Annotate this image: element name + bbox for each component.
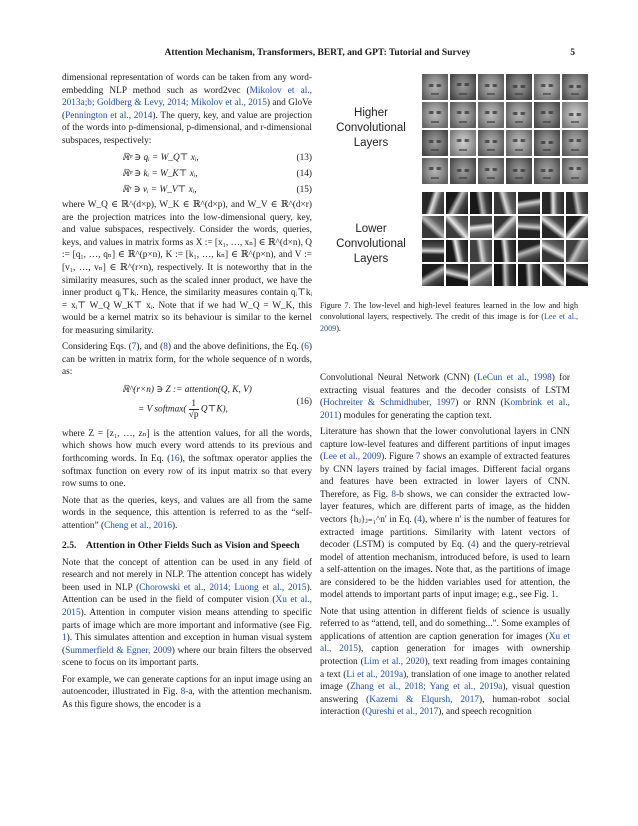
label-lower-layers: Lower Convolutional Layers: [336, 223, 406, 265]
citation-link[interactable]: Cheng et al., 2016: [104, 520, 172, 531]
face-feature-tile: [562, 74, 588, 100]
citation-link[interactable]: Xu et al., 2015: [320, 631, 570, 655]
edge-feature-tile: [470, 216, 492, 238]
equation-ref[interactable]: 7: [131, 342, 137, 353]
edge-feature-tile: [542, 192, 564, 214]
edge-feature-tile: [494, 240, 516, 262]
paragraph: where W_Q ∈ ℝ^(d×p), W_K ∈ ℝ^(d×p), and W_V ∈ ℝ^(d×r) are the projection matrices into the low-dimensional query, key, and value subspaces, respectively. Consider the words, queries, keys, and values in matrix forms as X := [x₁, …, xₙ] ∈ ℝ^(d×n), Q := [q₁, …, qₙ] ∈ ℝ^(p×n), K := [k₁, …, kₙ] ∈ ℝ^(p×n), and V := [v₁, …, vₙ] ∈ ℝ^(r×n), respectively. It is noteworthy that in the similarity measures, such as the scaled inner product, we have the inner product qᵢ⊤kᵢ. Hence, the similarity measures contain qᵢ⊤kᵢ = xᵢ⊤ W_Q W_K⊤ xᵢ. Note that if we had W_Q = W_K, this would be a kernel matrix so its behaviour is similar to the kernel for measuring similarity.: [62, 200, 312, 336]
edge-feature-tile: [566, 240, 588, 262]
face-feature-tile: [534, 102, 560, 128]
edge-feature-tile: [422, 192, 444, 214]
face-feature-tile: [534, 74, 560, 100]
edge-feature-tile: [446, 192, 468, 214]
citation-link[interactable]: Xu et al., 2015: [62, 595, 312, 618]
citation-link[interactable]: LeCun et al., 1998: [477, 373, 552, 383]
citation-link[interactable]: Mikolov et al., 2013a;b; Goldberg & Levy, 2014; Mikolov et al., 2015: [62, 85, 312, 109]
face-feature-tile: [450, 130, 476, 156]
running-title: Attention Mechanism, Transformers, BERT, and GPT: Tutorial and Survey: [164, 48, 471, 58]
figure-ref[interactable]: 1: [551, 590, 556, 601]
equation-ref[interactable]: 8: [163, 342, 168, 353]
paragraph: Note that the concept of attention can be used in any field of research and not merely in NLP. The attention concept has widely been used in NLP (Chorowski et al., 2014; Luong et al., 2015). Attention can be used in the field of computer vision (Xu et al., 2015). Attention in computer vision means attending to specific parts of image which are more important and informative (see Fig. 1). This simulates attention and exception in human visual system (Summerfield & Egner, 2009) where our brain filters the observed scene to focus on its important parts.: [62, 557, 312, 669]
face-feature-tile: [478, 130, 504, 156]
figure-ref[interactable]: 8: [180, 687, 186, 698]
paragraph: Note that as the queries, keys, and values are all from the same words in the sequence, this attention is referred to as the “self-attention” (Cheng et al., 2016).: [62, 495, 312, 531]
paragraph: where Z = [z₁, …, zₙ] is the attention values, for all the words, which shows how much every word attends to its previous and forthcoming words. In Eq. (16), the softmax operator applies the softmax function on every row of its input matrix so that every row sums to one.: [62, 428, 313, 490]
equation-13: ℝᵖ ∋ qᵢ = W_Q⊤ xᵢ, (13): [122, 153, 312, 163]
face-feature-tile: [506, 74, 532, 100]
edge-feature-tile: [518, 240, 540, 262]
citation-link[interactable]: Pennington et al., 2014: [65, 110, 153, 121]
figure-caption: Figure 7. The low-level and high-level features learned in the low and high convolutional layers, respectively. The credit of this image is for (Lee et al., 2009).: [320, 301, 579, 333]
edge-feature-tile: [422, 264, 444, 286]
edge-feature-tile: [422, 216, 444, 238]
paragraph: Note that using attention in different fields of science is usually referred to as “attend, tell, and do something...”. Some examples of applications of attention are caption generation for images (Xu et al., 2015), caption generation for images with ownership protection (Lim et al., 2020), text reading from images containing a text (Li et al., 2019a), translation of one image to another related image (Zhang et al., 2018; Yang et al., 2019a), visual question answering (Kazemi & Elqursh, 2017), human-robot social interaction (Qureshi et al., 2017), and speech recognition: [320, 606, 571, 718]
left-column: [62, 72, 312, 715]
face-feature-tile: [478, 74, 504, 100]
edge-feature-tile: [494, 192, 516, 214]
face-feature-tile: [562, 158, 588, 184]
edge-feature-tile: [446, 264, 468, 286]
figure-ref[interactable]: 8: [391, 489, 396, 500]
citation-link[interactable]: Qureshi et al., 2017: [365, 707, 439, 718]
face-feature-tile: [534, 130, 560, 156]
citation-link[interactable]: Chorowski et al., 2014; Luong et al., 2015: [139, 582, 307, 593]
face-feature-tile: [562, 130, 588, 156]
paragraph: Literature has shown that the lower convolutional layers in CNN capture low-level features and different partitions of input images (Lee et al., 2009). Figure 7 shows an example of extracted features by CNN layers trained by facial images. Different facial organs and features have been extracted in lower layers of CNN. Therefore, as Fig. 8-b shows, we can consider the extracted low-layer features, which are different parts of image, as the hidden vectors {hⱼ}ⱼ₌₁^n′ in Eq. (4), where n′ is the number of features for extracted image partitions. Similarity with latent vectors of decoder (LSTM) is computed by Eq. (4) and the query-retrieval model of attention mechanism, introduced before, is used to learn a self-attention on the images. Note that, as the partitions of image are considered to be the hidden variables used for attention, the model attends to important parts of input image; e.g., see Fig. 1.: [320, 427, 570, 601]
citation-link[interactable]: Li et al., 2019a: [346, 669, 404, 680]
citation-link[interactable]: Lee et al., 2009: [323, 452, 382, 463]
paragraph: dimensional representation of words can be taken from any word-embedding NLP method such as word2vec (Mikolov et al., 2013a;b; Goldberg & Levy, 2014; Mikolov et al., 2015) and GloVe (Pennington et al., 2014). The query, key, and value are projection of the words into p-dimensional, p-dimensional, and r-dimensional subspaces, respectively:: [62, 73, 312, 146]
face-feature-tile: [422, 158, 448, 184]
edge-feature-tile: [470, 240, 492, 262]
face-feature-tile: [506, 158, 532, 184]
face-feature-tile: [478, 102, 504, 128]
equation-ref[interactable]: 4: [417, 515, 422, 526]
face-feature-tile: [506, 102, 532, 128]
equation-15: ℝʳ ∋ vᵢ = W_V⊤ xᵢ, (15): [122, 185, 312, 195]
citation-link[interactable]: Kombrink et al., 2011: [320, 398, 571, 421]
face-feature-tile: [450, 74, 476, 100]
edge-feature-tile: [566, 264, 588, 286]
edge-feature-tile: [494, 216, 516, 238]
citation-link[interactable]: Lim et al., 2020: [363, 657, 425, 668]
edge-feature-tile: [446, 240, 468, 262]
equation-ref[interactable]: 4: [470, 540, 476, 551]
edge-feature-tile: [518, 264, 540, 286]
section-heading: 2.5. Attention in Other Fields Such as Vision and Speech: [62, 540, 300, 552]
face-feature-tile: [534, 158, 560, 184]
low-level-feature-grid: [422, 192, 588, 286]
paragraph: Convolutional Neural Network (CNN) (LeCun et al., 1998) for extracting visual features and the decoder consists of LSTM (Hochreiter & Schmidhuber, 1997) or RNN (Kombrink et al., 2011) modules for generating the caption text.: [320, 373, 571, 421]
right-column: [320, 372, 570, 723]
paragraph: Considering Eqs. (7), and (8) and the above definitions, the Eq. (6) can be written in matrix form, for the whole sequence of n words, as:: [62, 342, 312, 378]
edge-feature-tile: [494, 264, 516, 286]
equation-14: ℝᵖ ∋ kᵢ = W_K⊤ xᵢ, (14): [122, 169, 312, 179]
edge-feature-tile: [542, 264, 564, 286]
equation-ref[interactable]: 16: [170, 454, 180, 465]
edge-feature-tile: [470, 192, 492, 214]
high-level-feature-grid: [422, 74, 588, 184]
figure-ref[interactable]: 7: [415, 452, 421, 463]
edge-feature-tile: [566, 216, 588, 238]
citation-link[interactable]: Kazemi & Elqursh, 2017: [369, 694, 479, 705]
face-feature-tile: [450, 102, 476, 128]
equation-16: ℝ^(r×n) ∋ Z := attention(Q, K, V) = V softmax( $\frac{1}{√p}$ Q⊤K), (16): [122, 385, 312, 421]
face-feature-tile: [506, 130, 532, 156]
running-header: [60, 48, 575, 62]
paragraph: For example, we can generate captions for an input image using an autoencoder, illustrated in Fig. 8-a, with the attention mechanism. As this figure shows, the encoder is a: [62, 674, 312, 710]
page-number: 5: [570, 48, 575, 58]
face-feature-tile: [422, 74, 448, 100]
figure-7: [318, 68, 580, 294]
equation-ref[interactable]: 6: [304, 342, 309, 353]
edge-feature-tile: [446, 216, 468, 238]
figure-ref[interactable]: 1: [62, 633, 67, 644]
face-feature-tile: [422, 130, 448, 156]
face-feature-tile: [562, 102, 588, 128]
citation-link[interactable]: Zhang et al., 2018; Yang et al., 2019a: [350, 682, 503, 693]
citation-link[interactable]: Hochreiter & Schmidhuber, 1997: [323, 398, 456, 409]
citation-link[interactable]: Summerfield & Egner, 2009: [65, 645, 172, 656]
edge-feature-tile: [518, 216, 540, 238]
edge-feature-tile: [566, 192, 588, 214]
edge-feature-tile: [542, 216, 564, 238]
label-higher-layers: Higher Convolutional Layers: [336, 107, 406, 149]
edge-feature-tile: [542, 240, 564, 262]
edge-feature-tile: [518, 192, 540, 214]
face-feature-tile: [450, 158, 476, 184]
edge-feature-tile: [422, 240, 444, 262]
face-feature-tile: [478, 158, 504, 184]
edge-feature-tile: [470, 264, 492, 286]
citation-link[interactable]: Lee et al., 2009: [320, 312, 579, 333]
face-feature-tile: [422, 102, 448, 128]
